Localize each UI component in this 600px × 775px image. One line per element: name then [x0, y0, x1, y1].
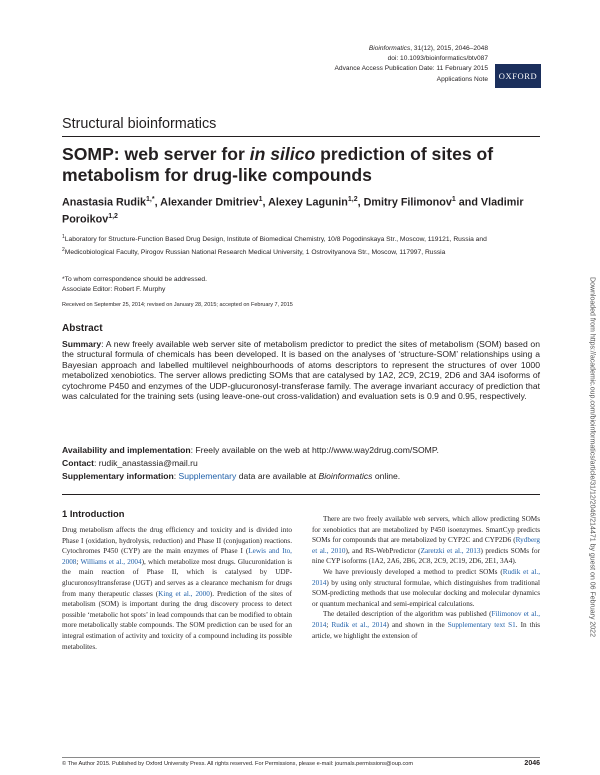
author-name[interactable]: , Dmitry Filimonov — [357, 196, 452, 209]
copyright-notice: © The Author 2015. Published by Oxford University Press. All rights reserved. For Permissions, please e-mail: journals.permissions@oup.com — [62, 761, 414, 767]
citation-link[interactable]: Lewis and Ito, 2008 — [62, 547, 292, 566]
citation-link[interactable]: Rydberg et al., 2010 — [312, 536, 540, 555]
oxford-logo[interactable]: OXFORD — [495, 64, 541, 88]
section-label: Structural bioinformatics — [62, 116, 217, 132]
citation-link[interactable]: King et al., 2000 — [158, 589, 210, 598]
citation-link[interactable]: Rudik et al., 2014 — [312, 567, 540, 587]
paragraph-text: ) by using only structural formulae, which distinguishes from traditional SOM-predicting methods that use molecular docking and molecular dynamics or quantum mechanical and semi-empirical calculations. — [312, 578, 540, 608]
author-name[interactable]: and Vladimir Poroikov — [62, 196, 524, 226]
body-paragraph — [312, 609, 540, 641]
abstract-heading: Abstract — [62, 323, 103, 334]
received-dates: Received on September 25, 2014; revised on January 28, 2015; accepted on February 7, 2015 — [62, 302, 293, 308]
journal-header — [188, 44, 488, 85]
advance-access-line: Advance Access Publication Date: 11 February 2015 — [334, 65, 488, 73]
correspondence-note: *To whom correspondence should be addressed. — [62, 276, 207, 283]
note-type: Applications Note — [436, 75, 488, 83]
author-name[interactable]: Anastasia Rudik — [62, 196, 147, 209]
paragraph-text: There are two freely available web servers, which allow predicting SOMs for xenobiotics that are metabolized by P450 isoenzymes. SmartCyp predicts SOMs for compounds that are metabolized by CYP2C and CYP2D6 ( — [312, 515, 540, 545]
paragraph-text: ), which metabolize most drugs. Glucuronidation is the main reaction of Phase II, which is catalysed by UDP-glucuronosyltransferase (UGT) and serves as a clearance mechanism for drugs from many therapeutic classes ( — [62, 557, 293, 598]
citation-link[interactable]: Zaretzki et al., 2013 — [420, 546, 481, 555]
body-paragraph — [312, 514, 540, 567]
download-notice: Downloaded from https://academic.oup.com/bioinformatics/article/31/12/2046/214471 by guest on 06 February 2022 — [588, 277, 596, 637]
citation-link[interactable]: Filimonov et al., 2014 — [312, 610, 540, 629]
paragraph-text: ; — [326, 620, 332, 629]
availability-line: Availability and implementation: Freely available on the web at http://www.way2drug.com/SOMP. — [62, 445, 439, 455]
page-number: 2046 — [524, 760, 540, 767]
paragraph-text: ) and shown in the — [386, 620, 448, 629]
supplementary-link[interactable]: Supplementary — [178, 471, 237, 481]
correspondence-block — [62, 275, 540, 295]
author-list: Anastasia Rudik$^{1,*}$, Alexander Dmitriev$^1$, Alexey Lagunin$^{1,2}$, Dmitry Filimonov$^1$ and Vladimir Poroikov$^{1,2}$ — [62, 196, 524, 226]
paragraph-text: We have previously developed a method to predict SOMs ( — [323, 567, 503, 576]
article-title: SOMP: web server for in silico prediction of sites of metabolism for drug-like compounds — [62, 144, 494, 185]
abstract-summary: Summary: A new freely available web server site of metabolism predictor to predict the sites of metabolism (SOM) based on the structural formula of chemicals has been developed. It is based on the analyses of ‘structure-SOM’ relationships using a Bayesian approach and labelled multilevel neighbourhoods of atoms descriptors to represent the structures of over 1000 metabolized xenobiotics. The server allows predicting SOMs that are catalysed by 1A2, 2C9, 2C19, 2D6 and 3A4 isoforms of cytochrome P450 and enzymes of the UDP-glucuronosyl-transferase family. The average invariant accuracy of prediction that was calculated for the training sets (using leave-one-out cross-validation) and evaluation sets is 0.9 and 0.95, respectively. — [62, 339, 540, 402]
paragraph-text: ). Prediction of the sites of metabolism (SOM) is important during the drug discovery process to detect possible ‘metabolic hot spots’ in lead compounds that can be modified to obtain more metabolically stable compounds. The SOM prediction can be used for an integral estimation of activity and toxicity of a compound including its possible metabolites. — [62, 589, 293, 651]
divider — [62, 136, 540, 137]
contact-line: Contact: rudik_anastassia@mail.ru — [62, 458, 198, 468]
intro-paragraph — [62, 525, 292, 652]
author-name[interactable]: , Alexander Dmitriev — [154, 196, 259, 209]
paragraph-text: The detailed description of the algorithm was published ( — [323, 610, 492, 619]
citation-link[interactable]: Williams et al., 2004 — [80, 557, 142, 566]
citation-line: Bioinformatics, 31(12), 2015, 2046–2048 — [368, 45, 488, 52]
citation-link[interactable]: Supplementary text S1 — [447, 620, 516, 629]
paragraph-text: ) predicts SOMs for nine CYP isoforms (1A2, 2A6, 2B6, 2C8, 2C9, 2C19, 2D6, 2E1, 3A4). — [312, 546, 541, 566]
affiliations: $^1$Laboratory for Structure-Function Based Drug Design, Institute of Biomedical Chemistry, 10/8 Pogodinskaya Str., Moscow, 119121, Russia and $^2$Medicobiological Faculty, Pirogov Russian National Research Medical University, 1 Ostrovityanova Str., Moscow, 117997, Russia — [62, 234, 487, 257]
author-name[interactable]: , Alexey Lagunin — [262, 196, 348, 209]
footer-divider — [62, 757, 540, 758]
paragraph-text: ; — [76, 557, 81, 566]
supplementary-line: Supplementary information: Supplementary data are available at Bioinformatics online. — [62, 471, 401, 481]
left-column — [62, 508, 292, 652]
paragraph-text: Drug metabolism affects the drug efficiency and toxicity and is divided into Phase I (oxidation, hydrolysis, reduction) and Phase II (conjugation) reactions. Cytochromes P450 (CYP) are the main enzymes of Phase I ( — [62, 526, 292, 556]
associate-editor: Associate Editor: Robert F. Murphy — [62, 286, 166, 294]
paragraph-text: ), and RS-WebPredictor ( — [345, 546, 421, 555]
introduction-heading: 1 Introduction — [62, 508, 125, 519]
citation-link[interactable]: Rudik et al., 2014 — [331, 620, 387, 629]
divider — [62, 494, 540, 495]
paragraph-text: . In this article, we highlight the extension of — [312, 620, 541, 640]
doi-line[interactable]: doi: 10.1093/bioinformatics/btv087 — [387, 55, 488, 63]
body-paragraph — [312, 567, 540, 609]
right-column — [312, 514, 540, 641]
